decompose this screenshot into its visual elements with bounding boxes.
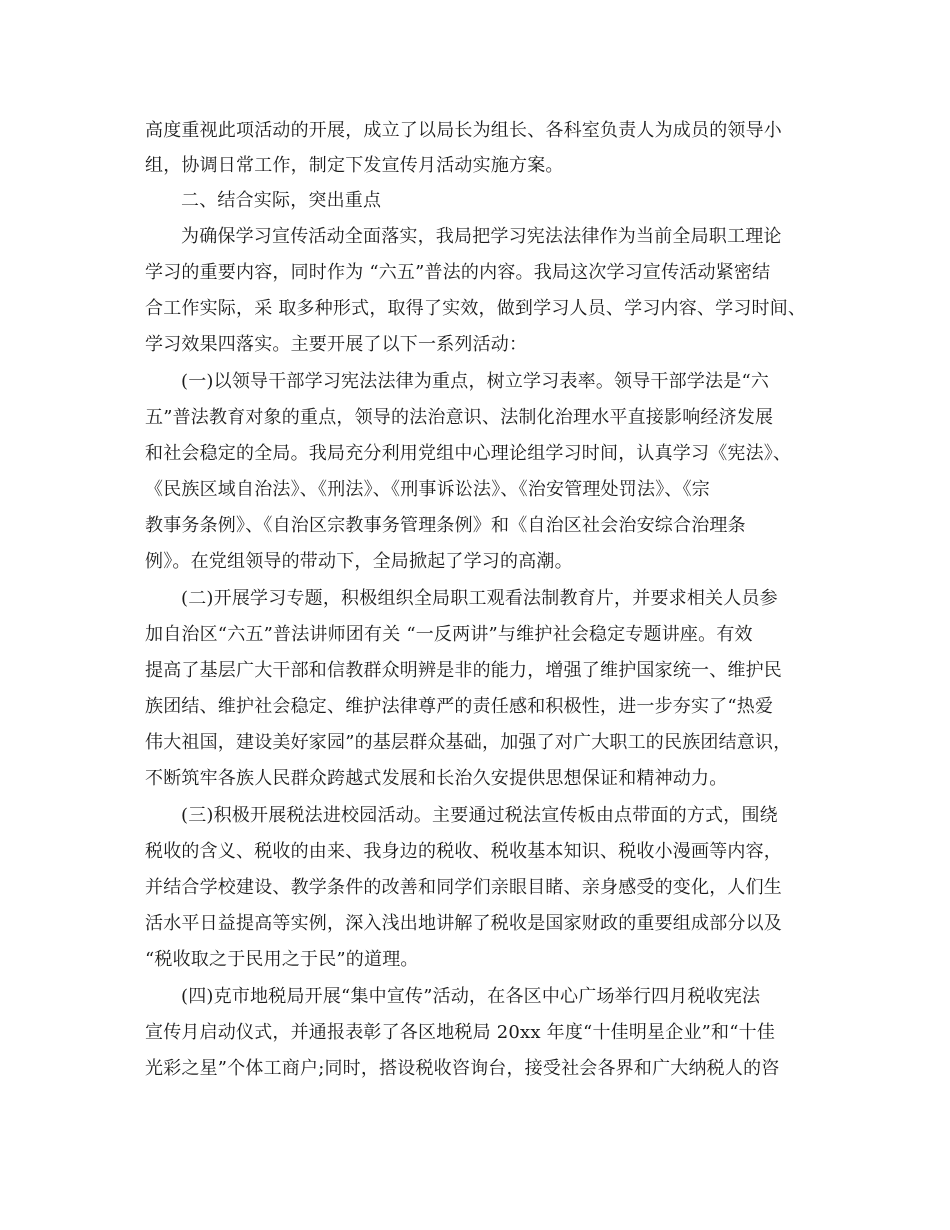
text-line: 族团结、维护社会稳定、维护法律尊严的责任感和积极性，进一步夯实了“热爱 bbox=[145, 696, 774, 717]
text-line: 教事务条例》、《自治区宗教事务管理条例》和《自治区社会治安综合治理条 bbox=[145, 515, 746, 536]
text-line: 例》。在党组领导的带动下，全局掀起了学习的高潮。 bbox=[145, 551, 573, 572]
text-line: 不断筑牢各族人民群众跨越式发展和长治久安提供思想保证和精神动力。 bbox=[145, 768, 728, 789]
text-line: 高度重视此项活动的开展，成立了以局长为组长、各科室负责人为成员的领导小 bbox=[145, 120, 782, 141]
text-line: 加自治区“六五”普法讲师团有关 “一反两讲”与维护社会稳定专题讲座。有效 bbox=[145, 624, 753, 645]
text-line: 提高了基层广大干部和信教群众明辨是非的能力，增强了维护国家统一、维护民 bbox=[145, 660, 782, 681]
text-line: 并结合学校建设、教学条件的改善和同学们亲眼目睹、亲身感受的变化，人们生 bbox=[145, 877, 782, 898]
text-line: 《民族区域自治法》、《刑法》、《刑事诉讼法》、《治安管理处罚法》、《宗 bbox=[145, 479, 710, 500]
text-line: “税收取之于民用之于民”的道理。 bbox=[145, 949, 419, 970]
text-line: 宣传月启动仪式，并通报表彰了各区地税局 20xx 年度“十佳明星企业”和“十佳 bbox=[145, 1022, 776, 1043]
text-line: 五”普法教育对象的重点，领导的法治意识、法制化治理水平直接影响经济发展 bbox=[145, 407, 774, 428]
text-line: 组，协调日常工作，制定下发宣传月活动实施方案。 bbox=[145, 155, 564, 176]
text-line: 和社会稳定的全局。我局充分利用党组中心理论组学习时间，认真学习《宪法》、 bbox=[145, 443, 792, 464]
text-line: (三)积极开展税法进校园活动。主要通过税法宣传板由点带面的方式，围绕 bbox=[181, 805, 778, 826]
text-line: 活水平日益提高等实例，深入浅出地讲解了税收是国家财政的重要组成部分以及 bbox=[145, 913, 782, 934]
text-line: 学习的重要内容，同时作为 “六五”普法的内容。我局这次学习宣传活动紧密结 bbox=[145, 262, 771, 283]
section-heading: 二、结合实际，突出重点 bbox=[181, 190, 382, 211]
text-line: 光彩之星”个体工商户;同时，搭设税收咨询台，接受社会各界和广大纳税人的咨 bbox=[145, 1058, 780, 1079]
text-line: (二)开展学习专题，积极组织全局职工观看法制教育片，并要求相关人员参 bbox=[181, 588, 778, 609]
text-line: 伟大祖国，建设美好家园”的基层群众基础，加强了对广大职工的民族团结意识， bbox=[145, 732, 792, 753]
text-line: (四)克市地税局开展“集中宣传”活动，在各区中心广场举行四月税收宪法 bbox=[181, 986, 761, 1007]
text-line: 税收的含义、税收的由来、我身边的税收、税收基本知识、税收小漫画等内容， bbox=[145, 841, 782, 862]
text-line: 为确保学习宣传活动全面落实，我局把学习宪法法律作为当前全局职工理论 bbox=[181, 226, 782, 247]
text-line: (一)以领导干部学习宪法法律为重点，树立学习表率。领导干部学法是“六 bbox=[181, 371, 770, 392]
text-line: 合工作实际，采 取多种形式，取得了实效，做到学习人员、学习内容、学习时间、 bbox=[145, 298, 807, 319]
text-line: 学习效果四落实。主要开展了以下一系列活动： bbox=[145, 334, 528, 355]
